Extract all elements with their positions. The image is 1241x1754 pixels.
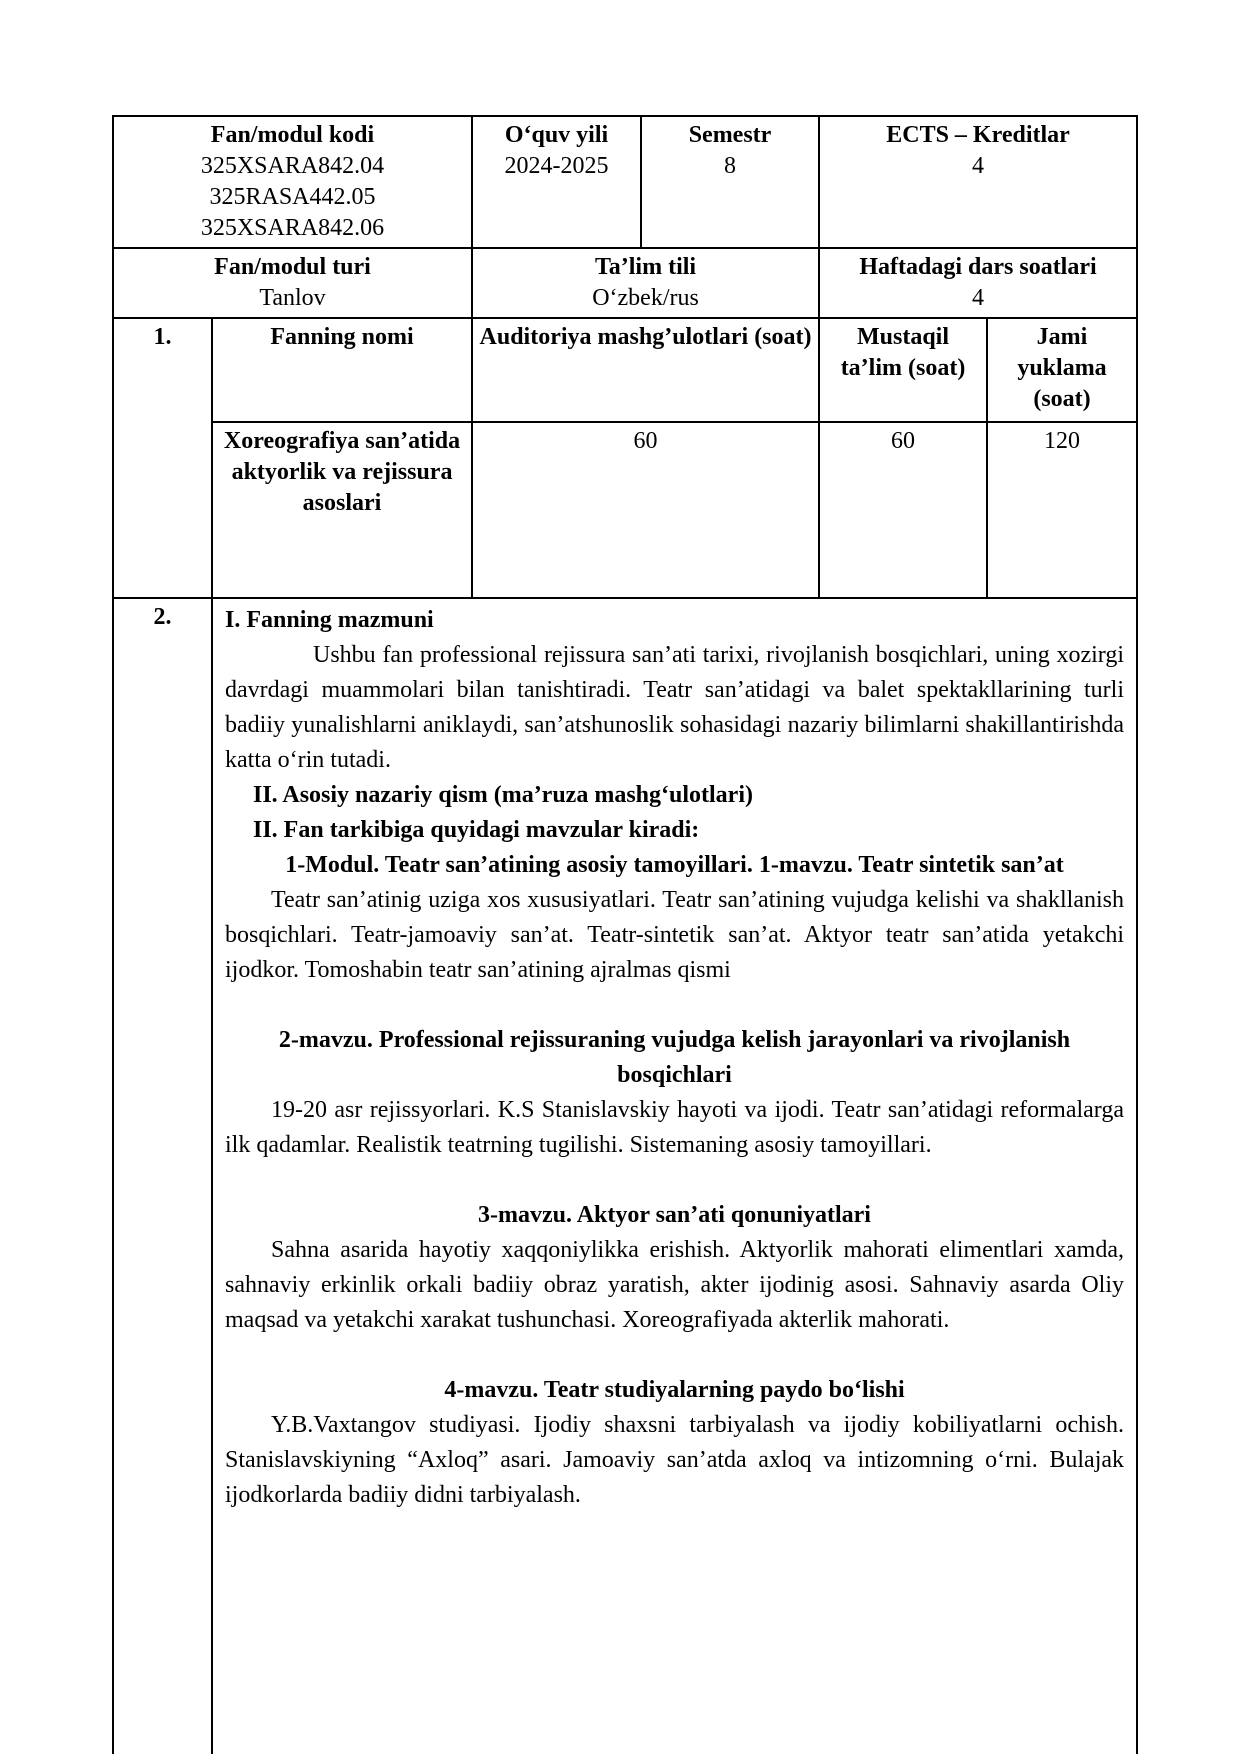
semestr-label: Semestr bbox=[688, 122, 772, 148]
course-name: Xoreografiya san’atida aktyorlik va rejissura asoslari bbox=[212, 422, 472, 598]
jami-yuklama-value: 120 bbox=[987, 422, 1137, 598]
row-index-1: 1. bbox=[113, 318, 212, 598]
topic-1-body: Teatr san’atinig uziga xos xususiyatlari. Teatr san’atining vujudga kelishi va shakllanish bosqichlari. Teatr-jamoaviy san’at. Teatr-sintetik san’at. Aktyor teatr san’atida yetakchi ijodkor. Tomoshabin teatr san’atining ajralmas qismi bbox=[225, 887, 1125, 983]
haftadagi-dars-soatlari-cell bbox=[819, 248, 1137, 318]
jami-yuklama-header: Jami yuklama (soat) bbox=[987, 318, 1137, 422]
topic-2-body: 19-20 asr rejissyorlari. K.S Stanislavskiy hayoti va ijodi. Teatr san’atidagi reformalarga ilk qadamlar. Realistik teatrning tugilishi. Sistemaning asosiy tamoyillari. bbox=[225, 1097, 1125, 1158]
oquv-yili-label: O‘quv yili bbox=[504, 122, 609, 148]
fan-modul-kodi-label: Fan/modul kodi bbox=[210, 122, 375, 148]
ects-kreditlar-cell bbox=[819, 116, 1137, 248]
topic-2-heading: 2-mavzu. Professional rejissuraning vujudga kelish jarayonlari va rivojlanish bosqichlari bbox=[278, 1027, 1071, 1088]
topic-3-heading: 3-mavzu. Aktyor san’ati qonuniyatlari bbox=[478, 1202, 871, 1228]
content-intro: Ushbu fan professional rejissura san’ati tarixi, rivojlanish bosqichlari, uning xozirgi davrdagi muammolari bilan tanishtiradi. Teatr san’atidagi va balet spektakllarining turli badiiy yunalishlarni aniklaydi, san’atshunoslik sohasidagi nazariy bilimlarni shakillantirishda katta o‘rin tutadi. bbox=[225, 642, 1125, 773]
module-code-line: 325XSARA842.06 bbox=[200, 215, 385, 241]
ects-kreditlar-label: ECTS – Kreditlar bbox=[886, 122, 1070, 148]
row-module-type bbox=[113, 248, 1137, 318]
mustaqil-talim-value: 60 bbox=[819, 422, 987, 598]
talim-tili-label: Ta’lim tili bbox=[594, 254, 697, 280]
auditoriya-value: 60 bbox=[472, 422, 819, 598]
fan-modul-kodi-cell bbox=[113, 116, 472, 248]
row-index-2: 2. bbox=[113, 598, 212, 1754]
row-course-values bbox=[113, 422, 1137, 598]
fan-modul-turi-cell bbox=[113, 248, 472, 318]
module-code-line: 325XSARA842.04 bbox=[200, 153, 385, 179]
mustaqil-talim-header: Mustaqil ta’lim (soat) bbox=[819, 318, 987, 422]
topic-3-body: Sahna asarida hayotiy xaqqoniylikka erishish. Aktyorlik mahorati elimentlari xamda, sahnaviy erkinlik orkali badiiy obraz yaratish, akter ijodinig asosi. Sahnaviy asarda Oliy maqsad va yetakchi xarakat tushunchasi. Xoreografiyada akterlik mahorati. bbox=[225, 1237, 1125, 1333]
semestr-cell bbox=[641, 116, 819, 248]
module-code-line: 325RASA442.05 bbox=[209, 184, 376, 210]
haftadagi-dars-soatlari-value: 4 bbox=[972, 285, 985, 311]
row-course-content bbox=[113, 598, 1137, 1754]
haftadagi-dars-soatlari-label: Haftadagi dars soatlari bbox=[859, 254, 1097, 280]
syllabus-table bbox=[112, 115, 1138, 1754]
topic-4-heading: 4-mavzu. Teatr studiyalarning paydo bo‘lishi bbox=[444, 1377, 905, 1403]
talim-tili-value: O‘zbek/rus bbox=[592, 285, 699, 311]
content-title: I. Fanning mazmuni bbox=[225, 607, 434, 633]
fanning-nomi-header: Fanning nomi bbox=[212, 318, 472, 422]
subheading-asosiy-nazariy-qism: II. Asosiy nazariy qism (ma’ruza mashg‘ulotlari) bbox=[253, 782, 753, 808]
oquv-yili-cell bbox=[472, 116, 641, 248]
topic-4-body: Y.B.Vaxtangov studiyasi. Ijodiy shaxsni tarbiyalash va ijodiy kobiliyatlarni ochish. Stanislavskiyning “Axloq” asari. Jamoaviy san’atda axloq va intizomning o‘rni. Bulajak ijodkorlarda badiiy didni tarbiyalash. bbox=[225, 1412, 1125, 1508]
topic-1-heading: 1-Modul. Teatr san’atining asosiy tamoyillari. 1-mavzu. Teatr sintetik san’at bbox=[285, 852, 1064, 878]
ects-kreditlar-value: 4 bbox=[972, 153, 985, 179]
talim-tili-cell bbox=[472, 248, 819, 318]
row-module-code bbox=[113, 116, 1137, 248]
row-course-header bbox=[113, 318, 1137, 422]
fan-modul-turi-label: Fan/modul turi bbox=[214, 254, 371, 280]
oquv-yili-value: 2024-2025 bbox=[504, 153, 609, 179]
fan-modul-turi-value: Tanlov bbox=[259, 285, 326, 311]
course-content-cell bbox=[212, 598, 1137, 1754]
semestr-value: 8 bbox=[724, 153, 737, 179]
auditoriya-header: Auditoriya mashg’ulotlari (soat) bbox=[472, 318, 819, 422]
subheading-fan-tarkibi: II. Fan tarkibiga quyidagi mavzular kiradi: bbox=[253, 817, 700, 843]
